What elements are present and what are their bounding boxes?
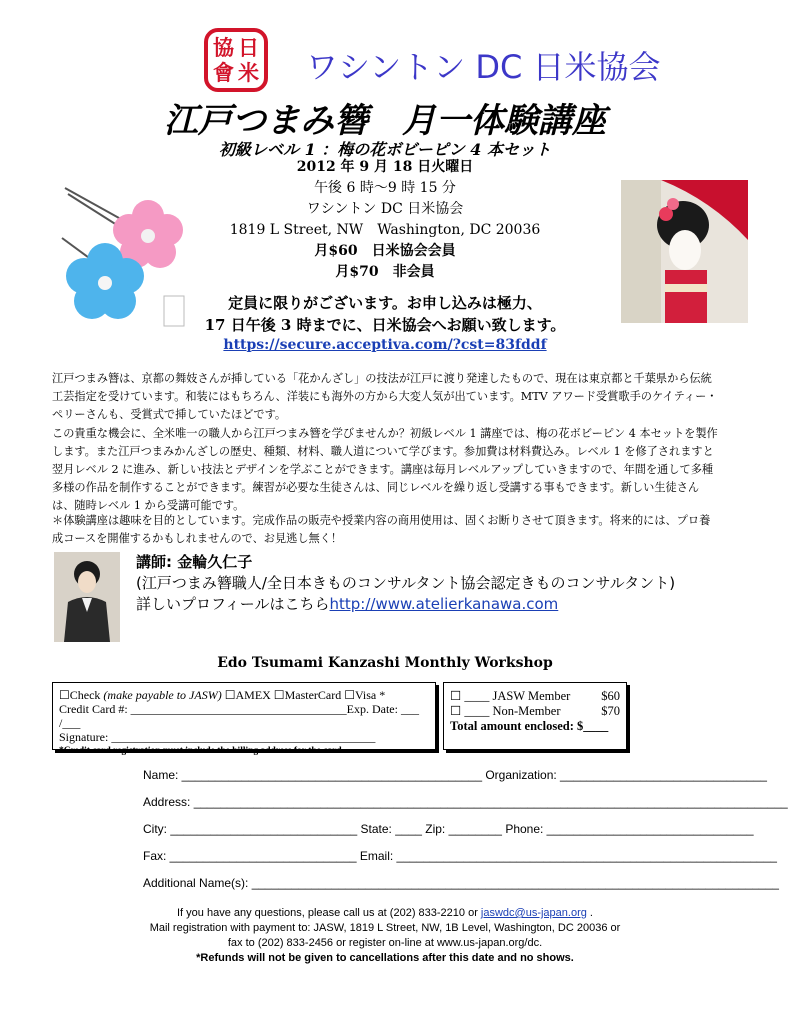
deadline-notice	[0, 292, 770, 336]
instructor-info	[136, 552, 675, 615]
profile-prefix: 詳しいプロフィールはこちら	[136, 595, 330, 613]
registration-link-wrapper	[0, 337, 770, 353]
hobby-note: ＊体験講座は趣味を目的としています。完成作品の販売や授業内容の商用使用は、固くお断りさせて頂きます。将来的には、プロ養成コースを開催するかもしれませんので、お見逃し無く！	[52, 514, 711, 546]
membership-box	[443, 682, 627, 750]
credit-card-field[interactable]: Credit Card #: ____________________________________Exp. Date: ___ /___	[59, 702, 419, 730]
event-time: 午後 6 時〜9 時 15 分	[314, 180, 456, 196]
seal-char: 日	[238, 35, 259, 60]
seal-char: 米	[238, 60, 259, 85]
nonmember-price: $70	[601, 704, 620, 718]
city-state-zip-phone-field[interactable]: City: ____________________________ State: ____ Zip: ________ Phone: _______________________________	[143, 822, 754, 836]
description-paragraph: この貴重な機会に、全米唯一の職人から江戸つまみ簪を学びませんか？初級レベル 1 講座では、梅の花ボビーピン 4 本セットを製作します。また江戸つまみかんざしの歴史、種類、材料、職人道について学びます。参加費は材料費込み。レベル 1 を修了されますと翌月レベル 2 に進み、新しい技法とデザインを学ぶことができます。講座は毎月レベルアップしていきますので、年間を通して多種多様の作品を制作することができます。練習が必要な生徒さんは、同じレベルを繰り返し受講する事もできます。新しい生徒さんは、随時レベル 1 から受講可能です。	[52, 426, 718, 513]
nonmember-label[interactable]: ☐ ____ Non-Member	[450, 704, 561, 718]
price-nonmember: 月$70 非会員	[335, 264, 435, 280]
profile-link[interactable]: http://www.atelierkanawa.com	[329, 595, 559, 613]
card-options[interactable]: ☐AMEX ☐MasterCard ☐Visa *	[221, 688, 386, 702]
seal-char: 協	[213, 35, 234, 60]
instructor-title: (江戸つまみ簪職人/全日本きものコンサルタント協会認定きものコンサルタント)	[136, 574, 676, 592]
member-price: $60	[601, 689, 620, 703]
event-address: 1819 L Street, NW Washington, DC 20036	[229, 222, 541, 238]
seal-char: 會	[213, 60, 234, 85]
instructor-name: 講師: 金輪久仁子	[136, 553, 253, 571]
payment-method-line[interactable]	[59, 688, 429, 702]
event-date: 2012 年 9 月 18 日火曜日	[296, 159, 474, 175]
payable-note: (make payable to JASW)	[103, 688, 222, 702]
name-organization-field[interactable]: Name: _____________________________________________ Organization: _______________________________	[143, 768, 767, 782]
payment-box	[52, 682, 436, 756]
nonmember-row[interactable]	[450, 704, 620, 719]
page-title: 江戸つまみ簪 月一体験講座	[164, 101, 606, 141]
deadline-line2: 17 日午後 3 時までに、日米協会へお願い致します。	[204, 316, 566, 334]
refund-policy: *Refunds will not be given to cancellations after this date and no shows.	[196, 952, 574, 964]
check-option[interactable]: ☐Check	[59, 688, 104, 702]
form-heading: Edo Tsumami Kanzashi Monthly Workshop	[217, 655, 553, 671]
footer-contact-prefix: If you have any questions, please call us at (202) 833-2210 or	[177, 907, 481, 919]
registration-link[interactable]: https://secure.acceptiva.com/?cst=83fddf	[223, 337, 547, 353]
credit-card-note: *Credit card registration must include the billing address for the card	[59, 746, 342, 756]
instructor-profile-line	[136, 594, 675, 615]
signature-field[interactable]: Signature: ____________________________________________	[59, 730, 376, 744]
member-row[interactable]	[450, 689, 620, 704]
footer-mail-line: Mail registration with payment to: JASW, 1819 L Street, NW, 1B Level, Washington, DC 20036 or	[149, 922, 621, 934]
page-subtitle: 初級レベル 1 ：梅の花ボビーピン 4 本セット	[219, 140, 551, 159]
footer-contact-line	[0, 906, 770, 921]
member-label[interactable]: ☐ ____ JASW Member	[450, 689, 571, 703]
deadline-line1: 定員に限りがございます。お申し込みは極力、	[228, 294, 542, 312]
footer	[0, 906, 770, 966]
footer-fax-line: fax to (202) 833-2456 or register on-line at www.us-japan.org/dc.	[227, 937, 543, 949]
total-amount[interactable]: Total amount enclosed: $____	[450, 719, 609, 733]
contact-email-link[interactable]: jaswdc@us-japan.org	[480, 907, 587, 919]
workshop-description	[52, 370, 720, 516]
org-title: ワシントン DC 日米協会	[306, 48, 661, 86]
price-member: 月$60 日米協会会員	[314, 243, 456, 259]
address-field[interactable]: Address: _________________________________________________________________________________________	[143, 795, 788, 809]
footer-contact-suffix: .	[586, 907, 593, 919]
description-paragraph: 江戸つまみ簪は、京都の舞妓さんが挿している「花かんざし」の技法が江戸に渡り発達したもので、現在は東京都と千葉県から伝統工芸指定を受けています。和装にはもちろん、洋装にも海外の方から大変人気が出ています。MTV アワード受賞歌手のケイティー・ペリーさんも、受賞式で挿していたほどです。	[52, 372, 718, 422]
jasw-seal-logo	[204, 28, 268, 92]
event-venue: ワシントン DC 日米協会	[306, 201, 464, 217]
additional-names-field[interactable]: Additional Name(s): _______________________________________________________________________________	[143, 876, 779, 890]
instructor-photo	[54, 552, 120, 642]
fax-email-field[interactable]: Fax: ____________________________ Email: _________________________________________________________	[143, 849, 777, 863]
